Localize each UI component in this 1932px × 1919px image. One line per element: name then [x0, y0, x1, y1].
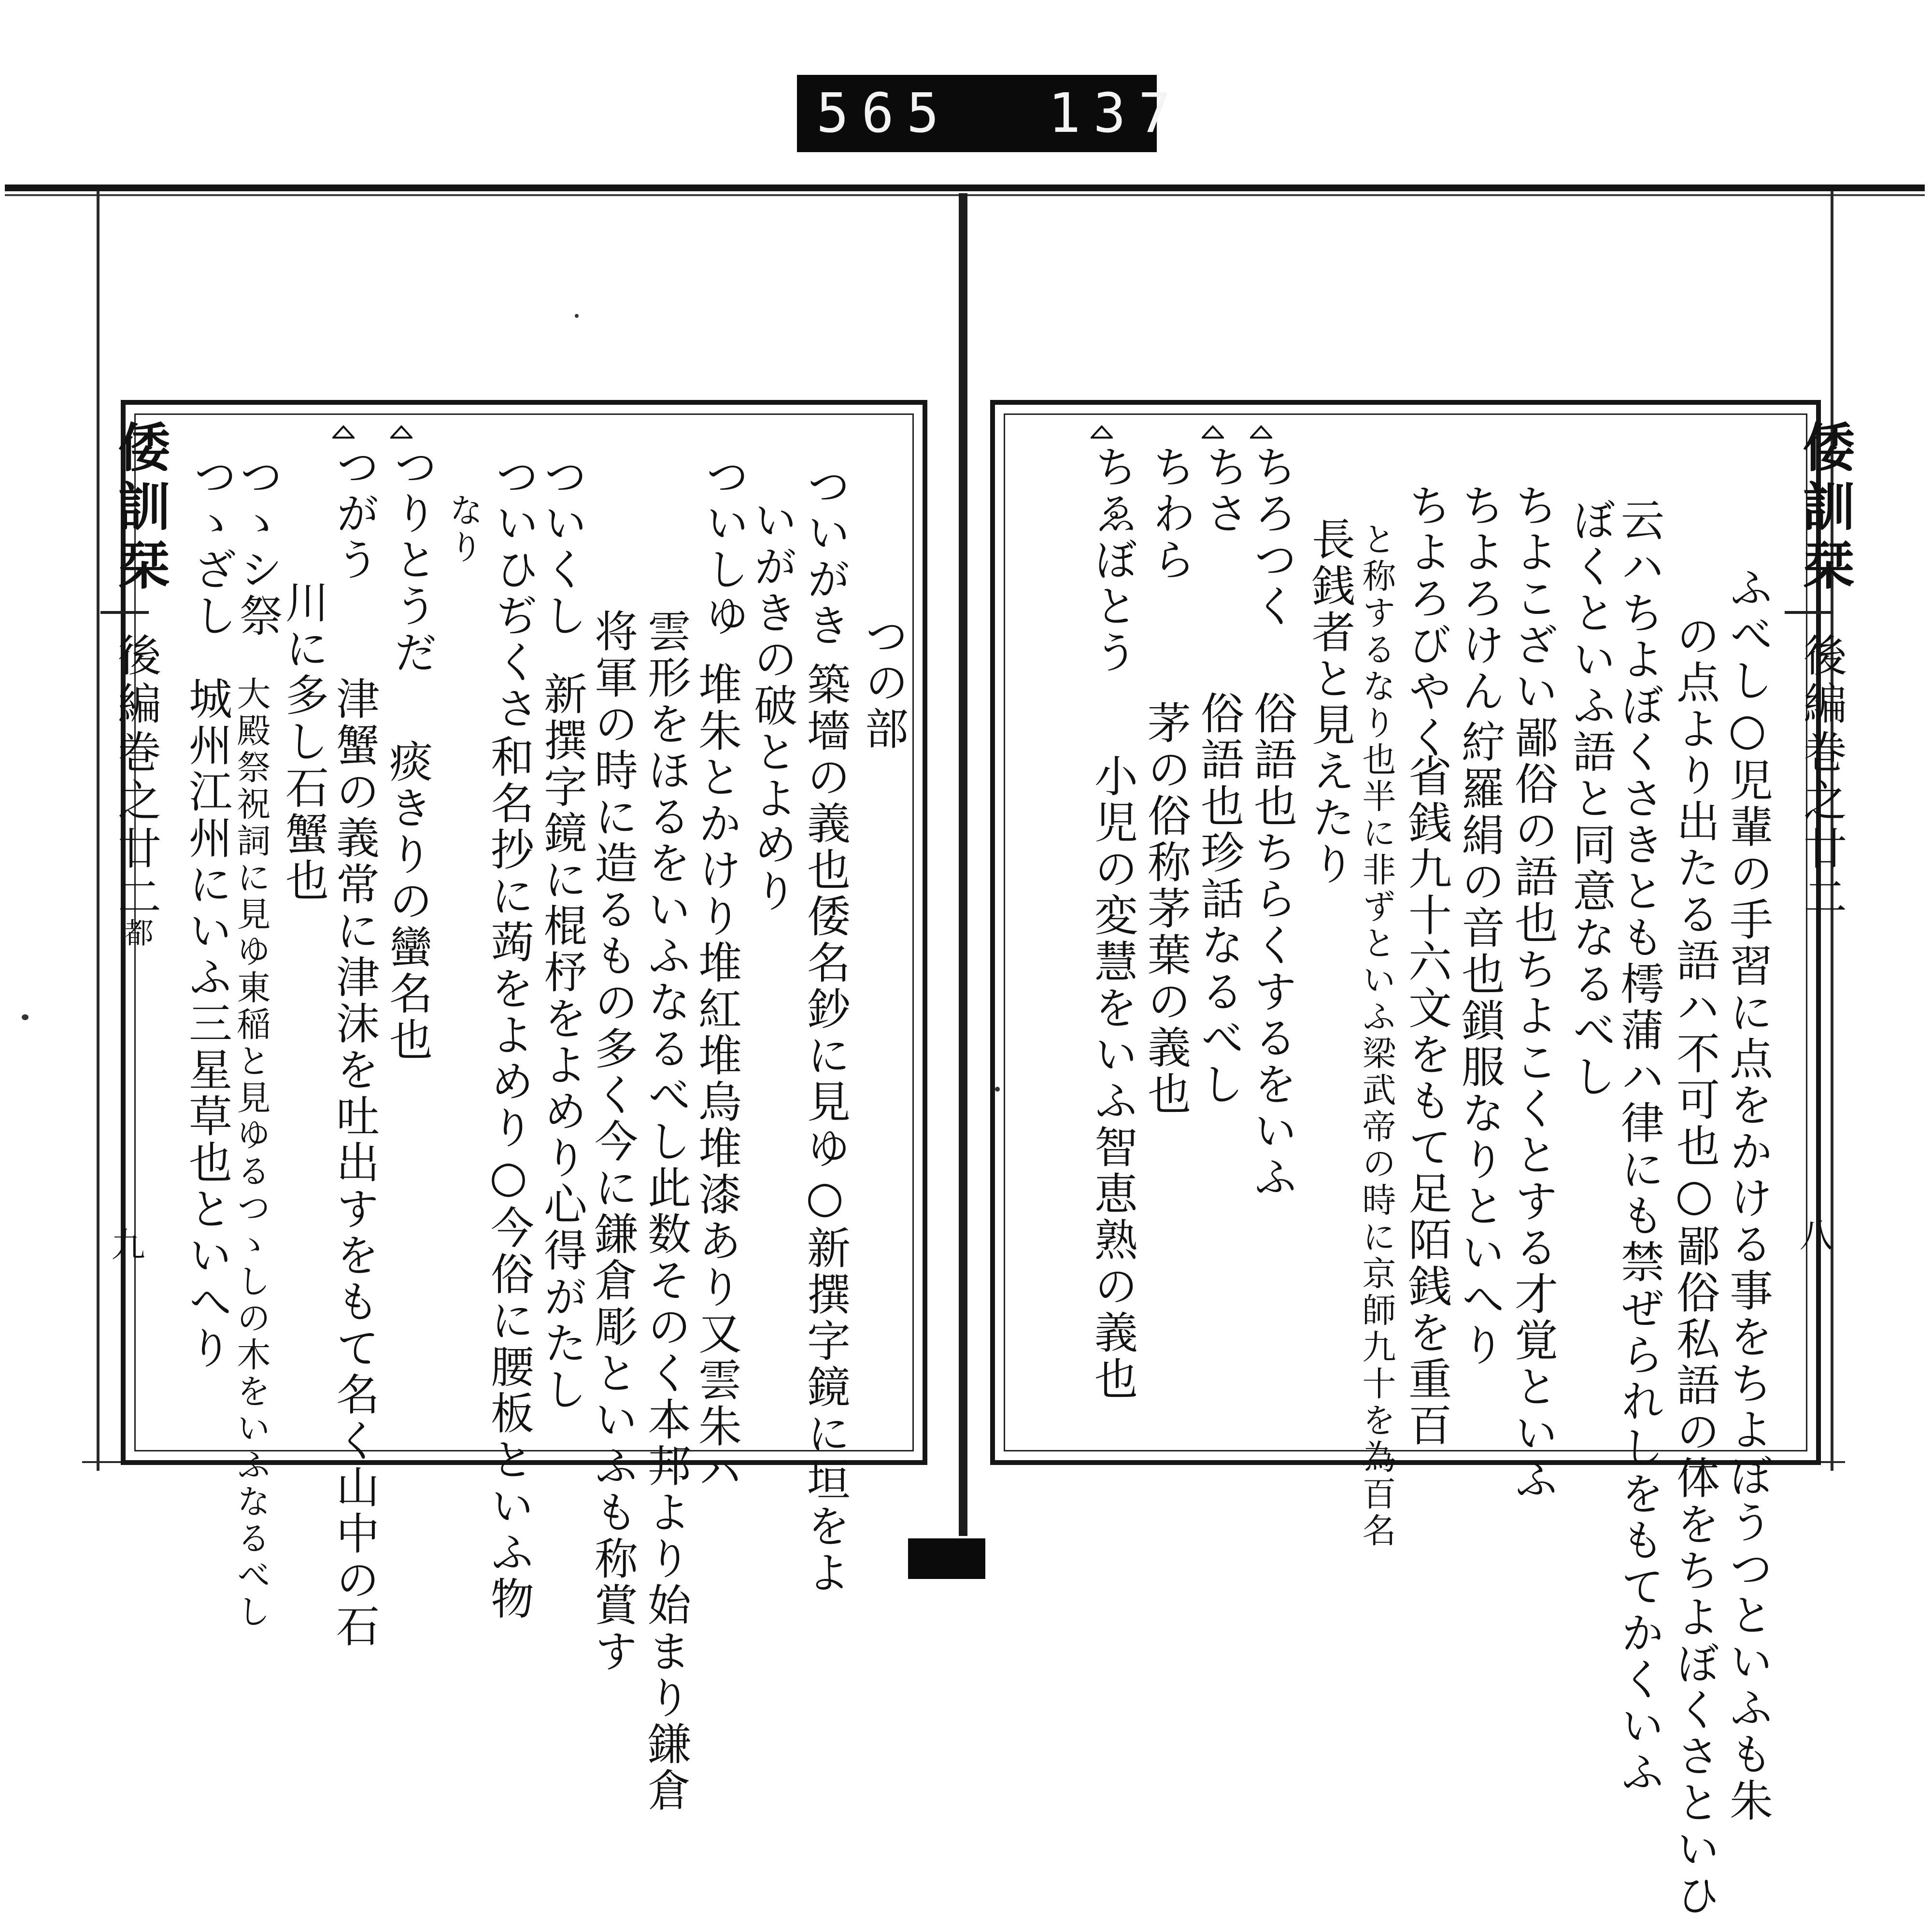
- right-col-headword: ちよろびやく: [1401, 483, 1451, 761]
- entry-marker-icon: [390, 425, 412, 439]
- right-col-gloss: 紵羅絹の音也鎖服なりといへり: [1454, 720, 1505, 1369]
- film-frame-label: [797, 75, 1184, 152]
- left-margin-divider: [100, 611, 149, 614]
- right-col-gloss: 鄙俗の語也ちよこくとする才覚といふ: [1507, 715, 1558, 1503]
- left-margin-section: 都: [120, 918, 154, 952]
- entry-marker-icon: [1202, 425, 1224, 439]
- right-col-gloss: 俗語也ちらくするをいふ: [1246, 691, 1297, 1201]
- right-folio-number: 八: [1794, 1217, 1833, 1251]
- frame-number-left: 565: [816, 82, 952, 145]
- left-col-headword: ついがき: [799, 464, 850, 649]
- left-col-gloss: 築墻の義也倭名鈔に見ゆ○新撰字鏡に垣をよ: [799, 662, 850, 1596]
- left-col-gloss: 痰きりの蠻名也: [382, 739, 432, 1064]
- entry-marker-icon: [1091, 425, 1113, 439]
- left-folio-number: 九: [106, 1227, 145, 1261]
- left-col-headword: ついくし: [536, 454, 587, 640]
- entry-marker-icon: [332, 425, 355, 439]
- right-col-gloss: 長銭者と見えたり: [1304, 517, 1355, 888]
- right-margin-divider: [1785, 611, 1833, 614]
- left-col-section-heading: つの部: [857, 613, 908, 753]
- entry-marker-icon: [1250, 425, 1272, 439]
- left-col-headword: つゝシ祭: [232, 454, 283, 640]
- left-col-headword: ついひぢくさ: [488, 454, 539, 732]
- right-col-headword: ちゑぼとう: [1087, 444, 1137, 676]
- left-col-gloss: 将軍の時に造るもの多く今に鎌倉彫といふも称賞す: [587, 609, 638, 1675]
- left-col-gloss: いがきの破とよめり: [746, 498, 797, 915]
- left-col-gloss: 新撰字鏡に棍杼をよめり心得がたし: [536, 671, 587, 1413]
- left-col-gloss: 津蟹の義常に津沫を吐出すをもて名く山中の石: [328, 676, 379, 1650]
- scan-speck: [995, 1087, 1000, 1092]
- left-col-gloss: 和名抄に蒟をよめり○今俗に腰板といふ物: [483, 734, 534, 1622]
- right-col-headword: ちよろけん: [1454, 483, 1505, 715]
- left-col-headword: ついしゆ: [698, 454, 749, 640]
- left-col-gloss: 川に多し石蟹也: [278, 580, 328, 904]
- right-col-gloss: 茅の俗称茅葉の義也: [1140, 700, 1191, 1118]
- left-col-gloss: なり: [444, 493, 483, 566]
- scan-speck: [22, 1014, 28, 1020]
- right-col-gloss: と称するなり也半に非ずといふ梁武帝の時に京師九十を為百名: [1357, 522, 1396, 1549]
- left-col-gloss: 城州江州にいふ三星草也といへり: [181, 676, 232, 1372]
- left-margin-volume: 後編巻之廿二: [110, 633, 161, 923]
- left-col-headword: つりとうだ: [386, 444, 437, 676]
- right-margin-volume: 後編巻之廿二: [1796, 633, 1847, 923]
- frame-number-right: 137: [1048, 82, 1184, 145]
- scan-speck: [575, 314, 579, 318]
- right-col-headword: ちろつく: [1246, 444, 1297, 630]
- top-binding-rule: [5, 185, 1925, 191]
- right-col-gloss: 云ハちよぼくさきとも樗蒲ハ律にも禁ぜられしをもてかくいふ: [1613, 498, 1664, 1796]
- right-col-gloss: 小児の変慧をいふ智恵熟の義也: [1087, 753, 1137, 1403]
- right-col-headword: ちわら: [1145, 444, 1195, 583]
- bottom-spine-tab: [908, 1538, 985, 1579]
- left-col-gloss: 大殿祭祝詞に見ゆ東稲と見ゆるつゝしの木をいふなるべし: [231, 676, 271, 1631]
- right-col-gloss: 俗語也珍話なるべし: [1193, 691, 1244, 1108]
- left-col-headword: つゝざし: [186, 454, 237, 640]
- right-col-headword: ちさ: [1198, 444, 1249, 537]
- right-col-gloss: の点より出たる語ハ不可也○鄙俗私語の体をちよぼくさといひ: [1669, 613, 1719, 1919]
- right-col-headword: ちよこざい: [1507, 483, 1558, 715]
- left-col-headword: つがう: [328, 444, 379, 583]
- left-margin-title: 倭訓栞: [109, 420, 170, 597]
- right-col-gloss: ぼくといふ語と同意なるべし: [1565, 498, 1616, 1100]
- right-col-gloss: ふべし○児輩の手習に点をかける事をちよぼうつといふも朱: [1722, 565, 1773, 1824]
- left-page-outer-edge: [97, 191, 99, 1471]
- left-col-gloss: 堆朱とかけり堆紅堆烏堆漆あり又雲朱ハ: [691, 662, 741, 1496]
- left-col-gloss: 雲形をほるをいふなるべし此数そのく本邦より始まり鎌倉: [640, 609, 691, 1814]
- right-margin-title: 倭訓栞: [1794, 420, 1855, 597]
- book-spine: [959, 193, 967, 1536]
- right-col-gloss: 省銭九十六文をもて足陌銭を重百: [1401, 753, 1451, 1449]
